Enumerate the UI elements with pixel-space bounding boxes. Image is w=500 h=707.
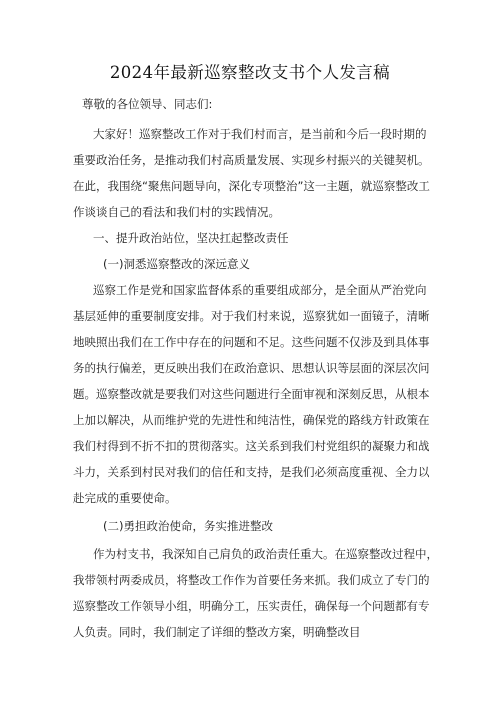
subsection-heading: (二)勇担政治使命，务实推进整改	[103, 519, 273, 533]
section-heading: 一、提升政治站位，坚决扛起整改责任	[93, 231, 289, 245]
paragraph-line: 赴完成的重要使命。	[73, 491, 177, 505]
paragraph-line: 地映照出我们在工作中存在的问题和不足。这些问题不仅涉及到具体事	[73, 335, 430, 349]
paragraph-line: 作为村支书，我深知自己肩负的政治责任重大。在巡察整改过程中，	[93, 547, 438, 561]
paragraph-line: 在此，我围绕“聚焦问题导向，深化专项整治”这一主题，就巡察整改工	[73, 179, 430, 193]
paragraph-line: 巡察整改工作领导小组，明确分工，压实责任，确保每一个问题都有专	[73, 599, 430, 613]
document-title: 2024年最新巡察整改支书个人发言稿	[109, 63, 391, 82]
salutation: 尊敬的各位领导、同志们:	[82, 97, 213, 111]
paragraph-line: 重要政治任务，是推动我们村高质量发展、实现乡村振兴的关键契机。	[73, 153, 430, 167]
paragraph-line: 我们村得到不折不扣的贯彻落实。这关系到我们村党组织的凝聚力和战	[73, 439, 430, 453]
paragraph-line: 大家好！巡察整改工作对于我们村而言，是当前和今后一段时期的	[93, 127, 427, 141]
paragraph-line: 斗力，关系到村民对我们的信任和支持，是我们必须高度重视、全力以	[73, 465, 430, 479]
paragraph-line: 巡察工作是党和国家监督体系的重要组成部分，是全面从严治党向	[93, 283, 427, 297]
paragraph-line: 务的执行偏差，更反映出我们在政治意识、思想认识等层面的深层次问	[73, 361, 430, 375]
paragraph-line: 基层延伸的重要制度安排。对于我们村来说，巡察犹如一面镜子，清晰	[73, 309, 430, 323]
subsection-heading: (一)洞悉巡察整改的深远意义	[103, 257, 250, 271]
paragraph-line: 我带领村两委成员，将整改工作作为首要任务来抓。我们成立了专门的	[73, 573, 430, 587]
paragraph-line: 人负责。同时，我们制定了详细的整改方案，明确整改目	[73, 625, 361, 639]
paragraph-line: 上加以解决，从而维护党的先进性和纯洁性，确保党的路线方针政策在	[73, 413, 430, 427]
paragraph-line: 题。巡察整改就是要我们对这些问题进行全面审视和深刻反思，从根本	[73, 387, 430, 401]
paragraph-line: 作谈谈自己的看法和我们村的实践情况。	[73, 205, 280, 219]
